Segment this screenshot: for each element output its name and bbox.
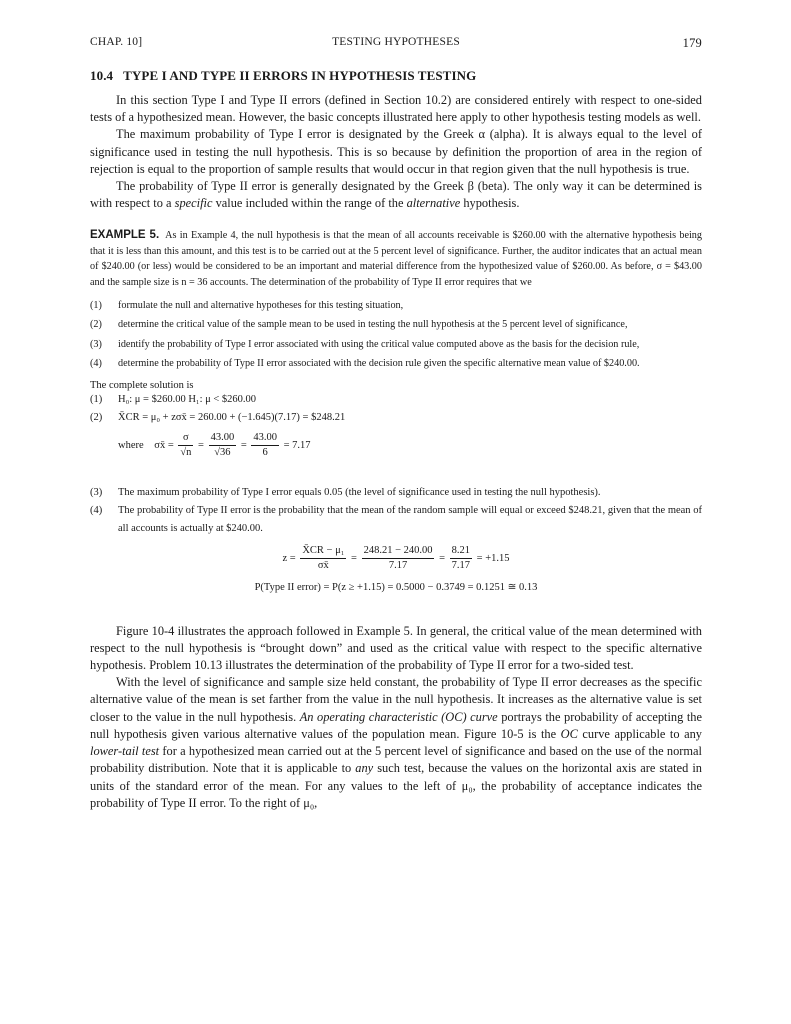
- fraction: $\frac{43.00}{√36}$: [210, 431, 235, 458]
- list-item: (4) determine the probability of Type II error associated with the decision rule given the specific alternative mean value of $240.00.: [90, 358, 640, 370]
- list-item: (1) formulate the null and alternative hypotheses for this testing situation,: [90, 300, 404, 312]
- solution-step-3: (3) The maximum probability of Type I error equals 0.05 (the level of significance used in testing the null hypothesis).: [90, 486, 601, 498]
- chapter-label: CHAP. 10]: [90, 36, 143, 48]
- list-item: (3) identify the probability of Type I error associated with using the critical value computed above as the basis for the decision rule,: [90, 338, 640, 350]
- intro-paragraph-3: The probability of Type II error is generally designated by the Greek β (beta). The only way it can be determined is with respect to a specific value included within the range of the alternative hypothesis.: [90, 179, 702, 211]
- type-ii-probability: P(Type II error) = P(z ≥ +1.15) = 0.5000 − 0.3749 = 0.1251 ≅ 0.13: [254, 581, 538, 593]
- fraction: $\frac{\text{X̄CR − μ₁}}{\sigma x̄}$: [302, 544, 345, 571]
- example-block: [90, 228, 702, 290]
- closing-paragraph-1: Figure 10-4 illustrates the approach followed in Example 5. In general, the critical value of the mean determined with respect to the null hypothesis is “brought down” and used as the critical value with respect to the specific alternative hypothesis. Problem 10.13 illustrates the determination of the probability of Type II error for a two-sided test.: [90, 623, 702, 673]
- solution-step-4: (4) The probability of Type II error is the probability that the mean of the random sample will equal or exceed $248.21, given that the mean of all accounts is actually at $240.00.: [90, 504, 702, 534]
- intro-paragraph-2: The maximum probability of Type I error is designated by the Greek α (alpha). It is always equal to the level of significance used in testing the null hypothesis. This is so because by definition the proportion of area in the region of rejection is equal to the proportion of sample results that would occur in that region given that the null hypothesis is true.: [90, 127, 702, 176]
- example-label: EXAMPLE 5.: [90, 229, 160, 242]
- section-title: TYPE I AND TYPE II ERRORS IN HYPOTHESIS TESTING: [123, 68, 477, 83]
- list-item: (2) determine the critical value of the sample mean to be used in testing the null hypothesis at the 5 percent level of significance,: [90, 319, 628, 331]
- section-heading: [90, 68, 702, 84]
- example-text: As in Example 4, the null hypothesis is that the mean of all accounts receivable is $260.00 with the alternative hypothesis being that it is less than this amount, and this test is to be carried out at the 5 percent level of significance. Further, the auditor indicates that an actual mean of $240.00 (or less) would be considered to be an important and material difference from the hypothesized value of $260.00. As before, σ = $43.00 and the sample size is n = 36 accounts. The determination of the probability of Type II error requires that we: [90, 230, 702, 288]
- solution-step-1: (1) H₀: μ = $260.00 H₁: μ < $260.00: [90, 393, 257, 405]
- running-header: [90, 36, 702, 54]
- header-title: TESTING HYPOTHESES: [332, 36, 460, 48]
- solution-intro: The complete solution is: [90, 379, 194, 391]
- example-steps: [90, 298, 702, 372]
- intro-paragraph-1: In this section Type I and Type II errors (defined in Section 10.2) are considered entirely with respect to one-sided tests of a hypothesized mean. However, the basic concepts illustrated here apply to other hypothesis testing models as well.: [90, 93, 702, 125]
- fraction: $\frac{43.00}{6}$: [253, 431, 277, 458]
- fraction: $\frac{8.21}{7.17}$: [451, 544, 471, 571]
- z-formula: z = $\frac{\text{X̄CR − μ₁}}{\sigma x̄}$ = $\frac{248.21 - 240.00}{7.17}$ = $\frac{8.21}{7.17}$ = +1.15: [282, 544, 510, 571]
- page-number: 179: [682, 36, 702, 50]
- fraction: $\frac{248.21 - 240.00}{7.17}$: [363, 544, 433, 571]
- page: [90, 36, 702, 812]
- section-number: 10.4: [90, 68, 114, 83]
- sigma-formula: where σx̄ = $\frac{\sigma}{√n}$ = $\frac{43.00}{√36}$ = $\frac{43.00}{6}$ = 7.17: [118, 431, 311, 458]
- fraction: $\frac{\sigma}{√n}$: [180, 431, 192, 458]
- solution-step-2: (2) X̄CR = μ₀ + zσx̄ = 260.00 + (−1.645)(7.17) = $248.21: [90, 411, 346, 423]
- closing-paragraph-2: With the level of significance and sample size held constant, the probability of Type II error decreases as the specific alternative value of the mean is set farther from the value in the null hypothesis. It increases as the alternative value is set closer to the value in the null hypothesis. An operating characteristic (OC) curve portrays the probability of accepting the null hypothesis given various alternative values of the population mean. Figure 10-5 is the OC curve applicable to any lower-tail test for a hypothesized mean carried out at the 5 percent level of significance and based on the use of the normal probability distribution. Note that it is applicable to any such test, because the values on the horizontal axis are stated in units of the standard error of the mean. For any values to the left of μ₀, the probability of acceptance indicates the probability of Type II error. To the right of μ₀,: [90, 675, 702, 810]
